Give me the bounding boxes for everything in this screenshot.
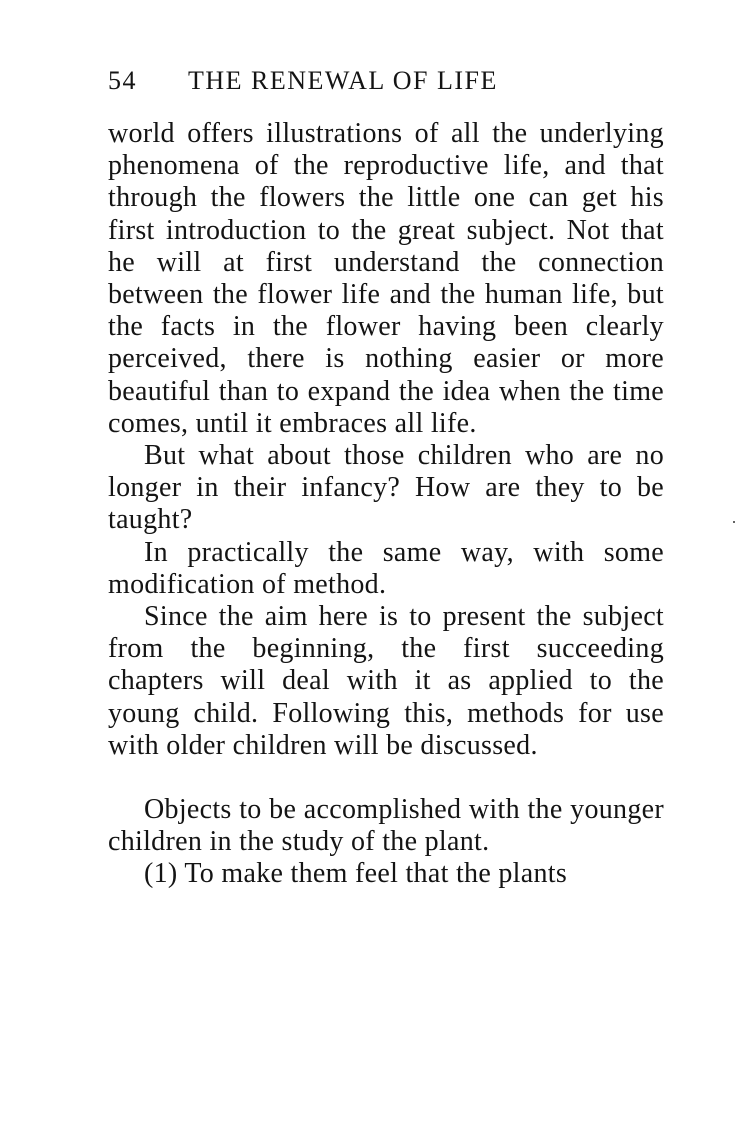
running-head	[108, 66, 668, 106]
paragraph-question: But what about those children who are no longer in their infancy? How are they to be taught?	[108, 440, 664, 536]
ink-speck	[733, 521, 735, 523]
body-text	[108, 118, 664, 891]
paragraph-objects-heading: Objects to be accomplished with the younger children in the study of the plant.	[108, 794, 664, 858]
running-title: THE RENEWAL OF LIFE	[188, 66, 498, 95]
page-number: 54	[108, 66, 137, 95]
list-item-1: (1) To make them feel that the plants	[144, 858, 568, 890]
paragraph-continuation: world offers illustrations of all the underlying phenomena of the reproductive life, and that through the flowers the little one can get his first introduction to the great subject. Not that he will at first understand the connection between the flower life and the human life, but the facts in the flower having been clearly perceived, there is nothing easier or more beautiful than to expand the idea when the time comes, until it embraces all life.	[108, 118, 664, 439]
paragraph-answer: In practically the same way, with some modification of method.	[108, 536, 664, 600]
paragraph-aim: Since the aim here is to present the subject from the beginning, the first succeeding chapters will deal with it as applied to the young child. Following this, methods for use with older children will be discussed.	[108, 601, 664, 761]
